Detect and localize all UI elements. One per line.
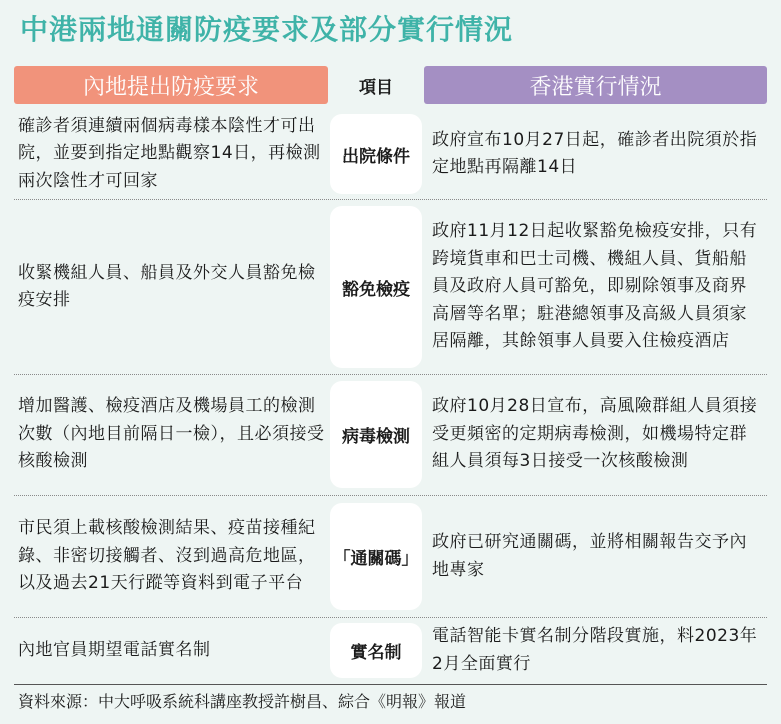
row-5-mainland-cell [18,621,326,680]
row-3-item-label: 病毒檢測 [330,381,422,488]
table-bottom-rule [14,684,767,685]
row-divider [14,199,767,200]
row-2-mainland-text: 收緊機組人員、船員及外交人員豁免檢疫安排 [18,262,316,310]
row-4-mainland-text: 市民須上載核酸檢測結果、疫苗接種紀錄、非密切接觸者、沒到過高危地區，以及過去21天行蹤等資料到電子平台 [18,518,316,594]
row-4-hongkong-cell [432,500,764,613]
row-1-hongkong-text: 政府宣布10月27日起，確診者出院須於指定地點再隔離14日 [432,129,758,177]
header-item: 項目 [359,77,393,98]
row-3-hongkong-text: 政府10月28日宣布，高風險群組人員須接受更頻密的定期病毒檢測，如機場特定群組人員須每3日接受一次核酸檢測 [432,396,758,472]
row-4-hongkong-text: 政府已研究通關碼，並將相關報告交予內地專家 [432,532,747,580]
row-2-mainland-cell [18,203,326,371]
row-3-mainland-text: 增加醫護、檢疫酒店及機場員工的檢測次數（內地目前隔日一檢），且必須接受核酸檢測 [18,396,325,472]
row-1-mainland-text: 確診者須連續兩個病毒樣本陰性才可出院，並要到指定地點觀察14日，再檢測兩次陰性才可回家 [18,115,321,191]
row-4-mainland-cell [18,500,326,613]
header-hongkong-implementation: 香港實行情況 [424,66,767,104]
row-5-mainland-text: 內地官員期望電話實名制 [18,639,211,660]
row-divider [14,617,767,618]
row-4-item-label: 「通關碼」 [330,503,422,610]
row-2-hongkong-cell [432,203,764,371]
row-1-hongkong-cell [432,112,764,196]
row-3-mainland-cell [18,378,326,491]
header-mainland-requirements: 內地提出防疫要求 [14,66,328,104]
page-title: 中港兩地通關防疫要求及部分實行情況 [20,13,514,46]
row-divider [14,495,767,496]
row-2-item-label: 豁免檢疫 [330,206,422,368]
row-1-mainland-cell [18,112,326,196]
source-note: 資料來源：中大呼吸系統科講座教授許樹昌、綜合《明報》報道 [18,692,467,711]
row-2-hongkong-text: 政府11月12日起收緊豁免檢疫安排，只有跨境貨車和巴士司機、機組人員、貨船船員及政府人員可豁免，即剔除領事及商界高層等名單；駐港總領事及高級人員須家居隔離，其餘領事人員要入住檢疫酒店 [432,221,758,352]
row-5-hongkong-text: 電話智能卡實名制分階段實施，料2023年2月全面實行 [432,626,758,674]
row-3-hongkong-cell [432,378,764,491]
row-divider [14,374,767,375]
row-1-item-label: 出院條件 [330,114,422,194]
row-5-item-label: 實名制 [330,623,422,678]
row-5-hongkong-cell [432,621,764,680]
